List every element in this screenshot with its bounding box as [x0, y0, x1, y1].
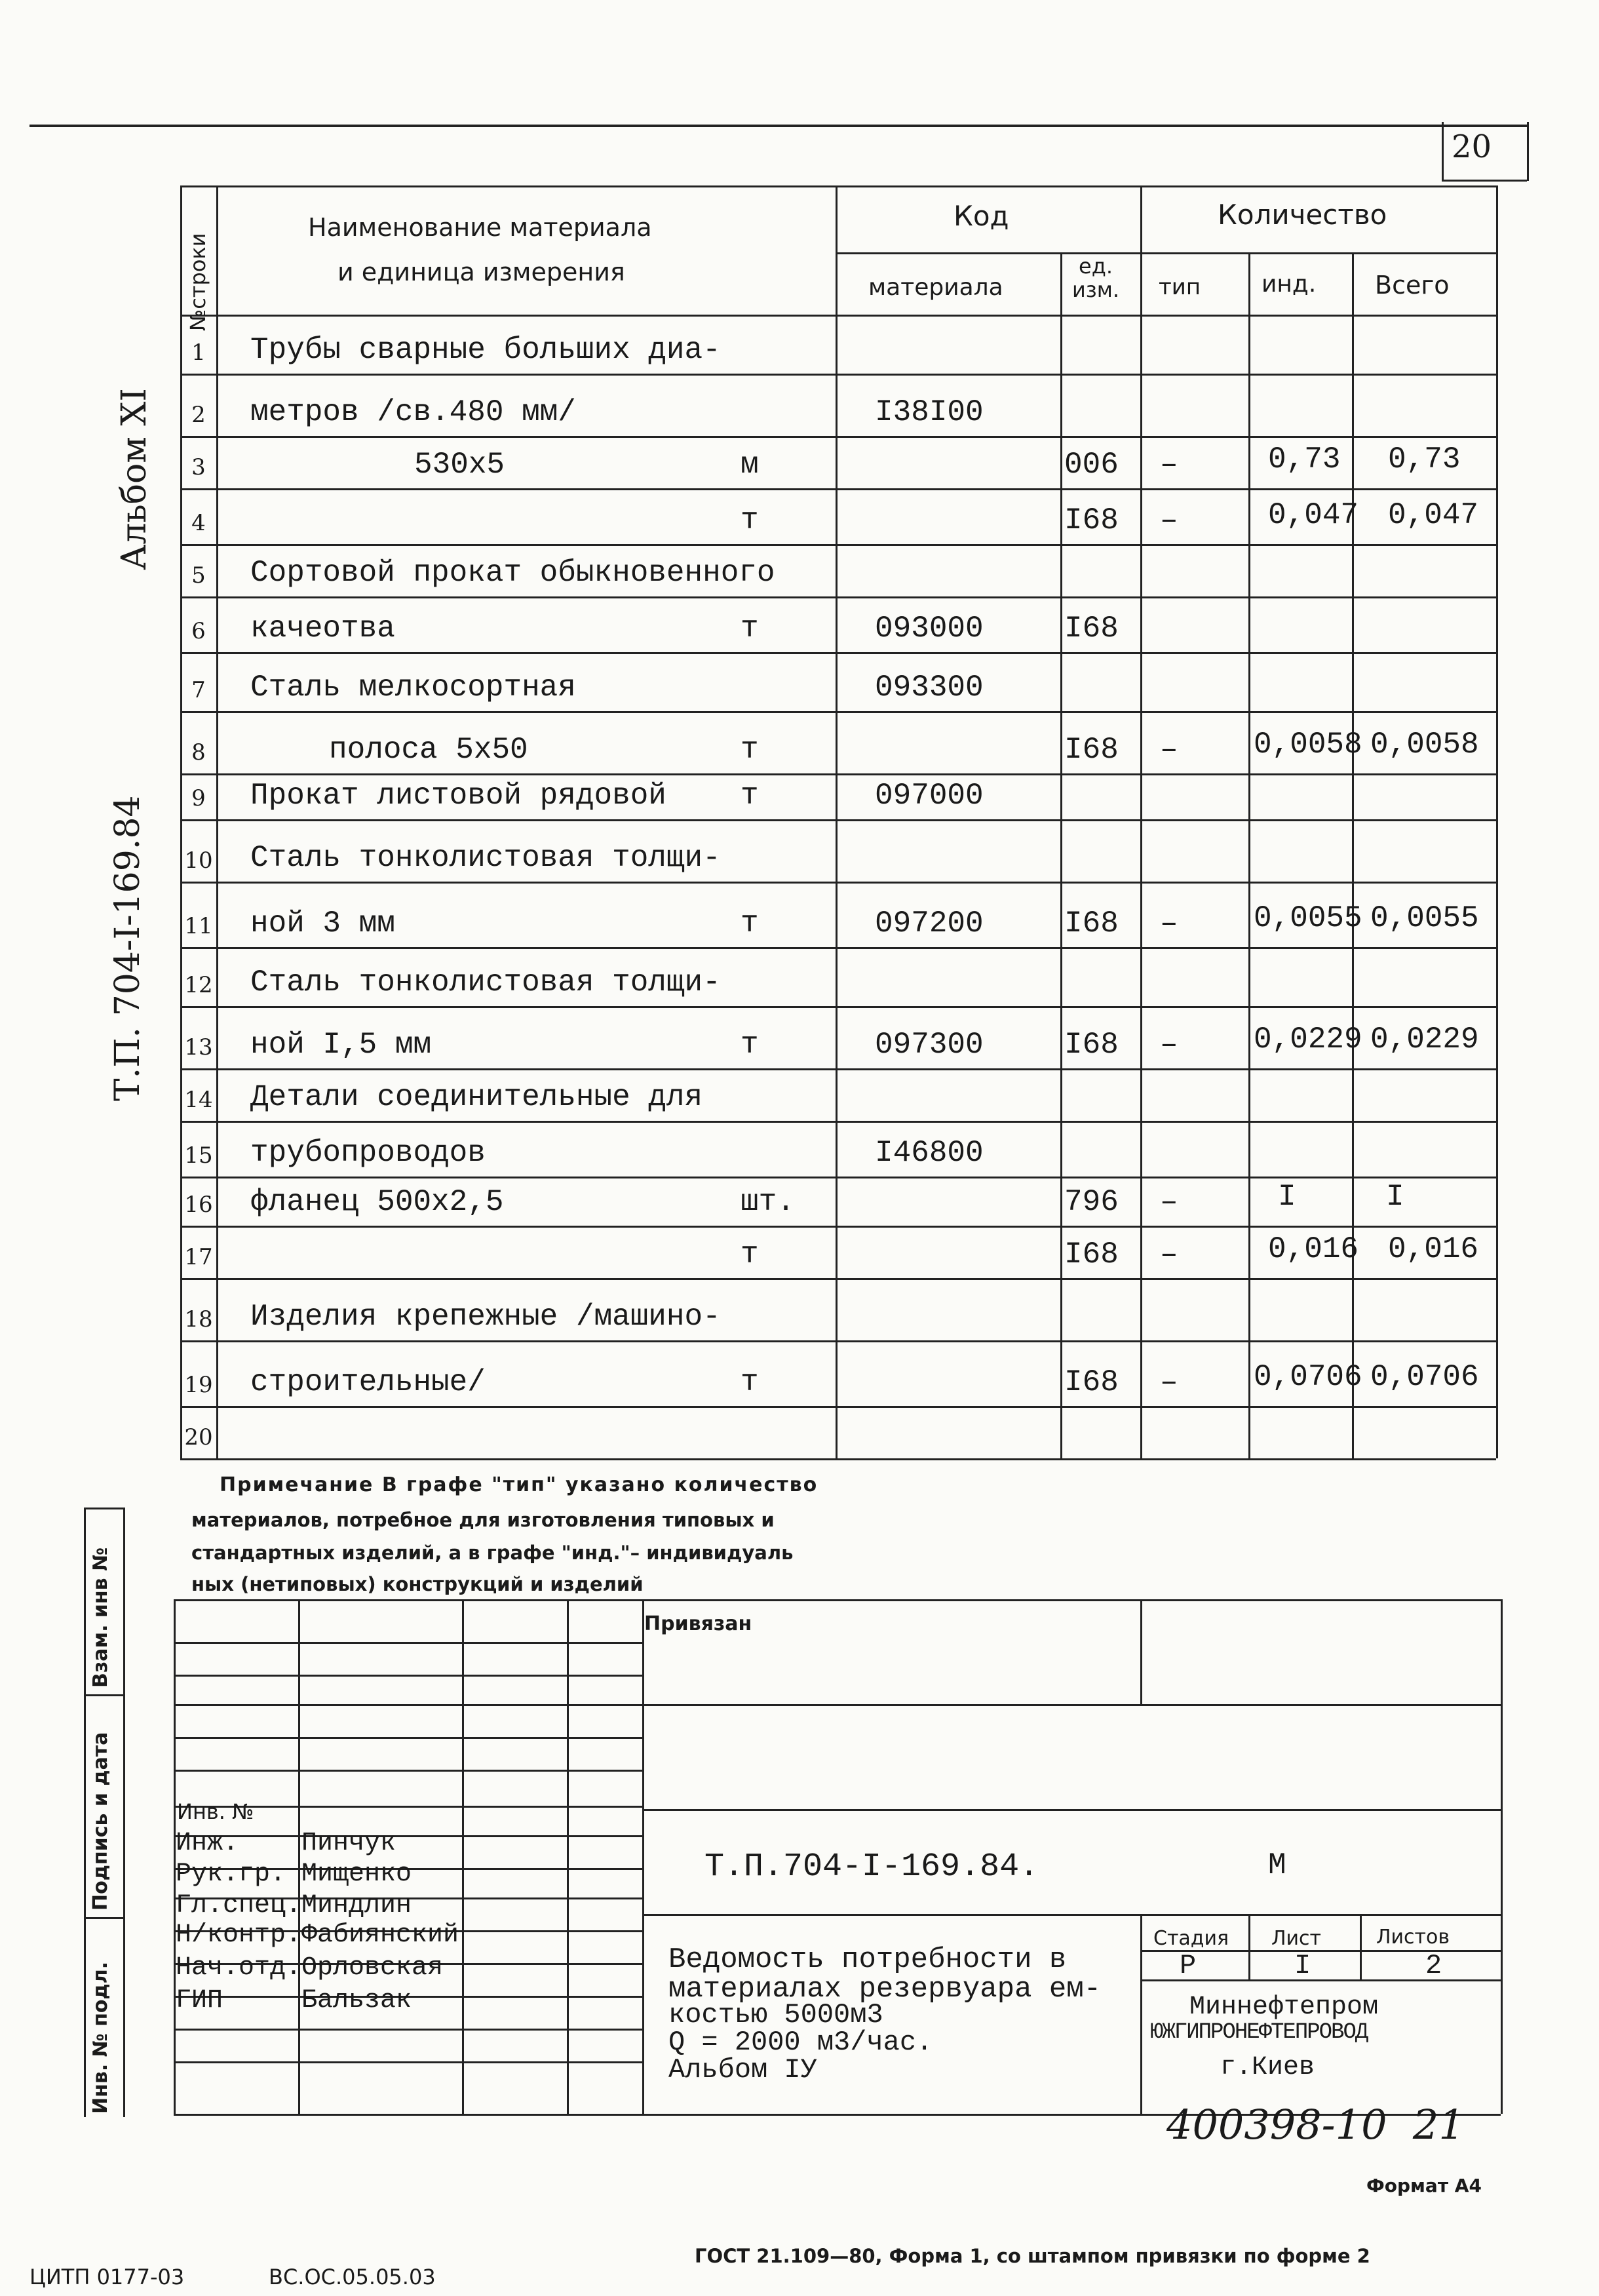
table-row-name: фланец 500х2,5 [250, 1185, 504, 1219]
table-row-unit: шт. [741, 1185, 795, 1219]
frame-top-line [29, 125, 1527, 127]
table-row-material-code: 097000 [875, 779, 984, 813]
table-row-number: 6 [191, 618, 206, 644]
table-row-name: трубопроводов [250, 1136, 486, 1170]
col-line-code [1060, 252, 1062, 1458]
row-line [180, 1340, 1496, 1342]
stamp-stage-label: Стадия [1153, 1927, 1229, 1950]
table-row-number: 2 [191, 402, 206, 428]
row-line [180, 1006, 1496, 1008]
stamp-title-line4: Q = 2000 м3/час. [668, 2027, 933, 2058]
table-row-number: 14 [184, 1087, 213, 1113]
signer-role: ГИП [176, 1986, 223, 2015]
stamp-privyazan-bottom [642, 1704, 1501, 1706]
table-row-qty-ind: I [1278, 1180, 1296, 1214]
table-row-name: 530х5 [414, 448, 505, 482]
table-row-material-code: 093300 [875, 671, 984, 705]
note-line-3: стандартных изделий, а в графе "инд."– индивидуаль [191, 1542, 794, 1564]
table-row-number: 16 [184, 1192, 213, 1218]
left-strip-inv-orig: Инв. № подл. [89, 1961, 112, 2114]
stamp-privyazan: Привязан [644, 1612, 752, 1635]
signer-role: Нач.отд. [176, 1953, 302, 1983]
format-label: Формат А4 [1366, 2175, 1482, 2196]
stamp-mid-line [642, 1809, 1501, 1811]
stamp-signer-row-line [174, 1835, 642, 1837]
table-row-number: 15 [184, 1142, 213, 1169]
header-code-material: материала [868, 274, 1003, 301]
stamp-title-line5: Альбом IУ [668, 2054, 817, 2086]
table-row-name: качеотва [250, 612, 395, 646]
table-row-unit-code: I68 [1064, 906, 1119, 941]
stamp-mark: М [1268, 1848, 1286, 1882]
table-row-qty-type: – [1160, 1028, 1178, 1062]
row-line [180, 1278, 1496, 1280]
table-row-qty-ind: 0,0229 [1254, 1022, 1362, 1057]
page-number-box-left [1442, 122, 1444, 181]
table-row-unit: т [741, 612, 759, 646]
col-line-rownum [216, 185, 218, 1458]
header-code-unit: ед. изм. [1071, 254, 1120, 302]
table-row-qty-ind: 0,0706 [1254, 1360, 1362, 1394]
table-row-unit-code: I68 [1064, 1365, 1119, 1399]
signer-name: Фабиянский [301, 1920, 459, 1950]
table-row-number: 10 [184, 847, 213, 874]
row-line [180, 1226, 1496, 1228]
stamp-top-line [174, 1599, 1501, 1601]
table-row-material-code: I46800 [875, 1136, 984, 1170]
table-row-qty-ind: 0,0055 [1254, 901, 1362, 935]
signer-name: Пинчук [301, 1829, 396, 1858]
table-row-number: 5 [191, 562, 206, 589]
row-line [180, 1177, 1496, 1178]
col-line-type [1248, 252, 1250, 1458]
table-row-unit: т [741, 733, 759, 767]
table-row-name: Прокат листовой рядовой [250, 779, 666, 813]
stamp-sheet-label: Лист [1271, 1927, 1322, 1950]
row-line [180, 596, 1496, 598]
col-line-ind [1352, 252, 1354, 1458]
table-row-material-code: 097300 [875, 1028, 984, 1062]
table-row-number: 19 [184, 1372, 213, 1398]
stamp-sheet-right [1360, 1914, 1362, 1979]
left-strip-inv-vzam: Взам. инв № [89, 1547, 112, 1688]
stamp-org-line1: Миннефтепром [1189, 1993, 1379, 2022]
left-strip-signature-date: Подпись и дата [89, 1732, 112, 1911]
stamp-designation-bottom [642, 1914, 1501, 1916]
stamp-signer-row-line [174, 2061, 642, 2063]
stamp-stage-left [1140, 1914, 1142, 2114]
header-name-line1: Наименование материала [308, 213, 652, 242]
header-qty-ind: инд. [1262, 271, 1317, 298]
row-line [180, 374, 1496, 376]
stamp-sheets: 2 [1425, 1950, 1442, 1981]
table-row-qty-total: 0,016 [1388, 1232, 1479, 1266]
stamp-signer-row-line [174, 1770, 642, 1772]
table-row-material-code: 097200 [875, 906, 984, 941]
row-line [180, 947, 1496, 949]
header-quantity: Количество [1218, 199, 1387, 231]
signer-name: Мищенко [301, 1859, 412, 1889]
table-row-qty-total: 0,047 [1388, 498, 1479, 532]
table-row-number: 8 [191, 739, 206, 766]
table-row-unit-code: 006 [1064, 448, 1119, 482]
col-line-right [1496, 185, 1498, 1458]
table-row-unit: т [741, 906, 759, 941]
table-row-unit: т [741, 779, 759, 813]
table-row-name: Сталь тонколистовая толщи- [250, 841, 721, 875]
row-line [180, 544, 1496, 546]
table-row-number: 13 [184, 1034, 213, 1060]
row-line [180, 882, 1496, 884]
table-row-number: 7 [191, 677, 206, 703]
stamp-title-line3: костью 5000м3 [668, 1999, 883, 2031]
table-row-qty-ind: 0,73 [1268, 442, 1341, 477]
header-code: Код [954, 200, 1009, 232]
stamp-sheet: I [1294, 1950, 1311, 1981]
stamp-right-line [1501, 1599, 1503, 2114]
signer-name: Орловская [301, 1953, 444, 1983]
table-row-name: ной 3 мм [250, 906, 395, 941]
table-row-unit: т [741, 1028, 759, 1062]
signer-name: Бальзак [301, 1986, 412, 2015]
table-row-qty-type: – [1160, 1365, 1178, 1399]
table-row-name: Детали соединительные для [250, 1080, 703, 1114]
left-strip-outer [84, 1508, 86, 2117]
note-line-1: Примечание В графе "тип" указано количество [220, 1473, 819, 1496]
stamp-stage: Р [1180, 1950, 1197, 1981]
table-row-unit: м [741, 448, 759, 482]
table-row-name: строительные/ [250, 1365, 486, 1399]
stamp-title-line1: Ведомость потребности в [668, 1943, 1067, 1976]
note-line-2: материалов, потребное для изготовления типовых и [191, 1509, 775, 1531]
row-line [180, 652, 1496, 654]
row-line [180, 488, 1496, 490]
table-row-number: 4 [191, 510, 206, 536]
header-qty-type: тип [1159, 274, 1201, 300]
table-row-number: 1 [191, 340, 206, 366]
table-row-name: Трубы сварные больших диа- [250, 333, 721, 367]
col-line-unit [1140, 185, 1142, 1458]
table-row-unit: т [741, 503, 759, 537]
table-row-qty-total: 0,0229 [1370, 1022, 1479, 1057]
left-strip-divider-1 [84, 1694, 123, 1696]
stamp-signer-row-line [174, 1675, 642, 1677]
stamp-col-date [642, 1599, 644, 2114]
table-row-qty-type: – [1160, 1185, 1178, 1219]
stamp-sheets-label: Листов [1376, 1926, 1450, 1949]
table-row-number: 20 [184, 1424, 213, 1450]
table-row-number: 3 [191, 454, 206, 480]
signer-role: Гл.спец. [176, 1891, 302, 1920]
stamp-inv-no: Инв. № [177, 1799, 254, 1824]
header-row-number: №строки [185, 233, 210, 331]
signer-role: Инж. [176, 1829, 239, 1858]
stamp-signer-row-line [174, 2029, 642, 2031]
header-name-line2: и единица измерения [337, 258, 625, 286]
table-row-qty-total: 0,0058 [1370, 728, 1479, 762]
table-row-name: Сортовой прокат обыкновенного [250, 556, 775, 590]
table-row-name: метров /св.480 мм/ [250, 395, 576, 429]
header-mid-line [836, 252, 1496, 254]
header-qty-total: Всего [1375, 271, 1450, 300]
table-row-qty-type: – [1160, 906, 1178, 941]
stamp-privyazan-divider [1140, 1599, 1142, 1704]
page-number-box-right [1527, 122, 1529, 181]
row-line [180, 711, 1496, 713]
table-bottom-line [180, 1458, 1496, 1460]
table-row-number: 12 [184, 972, 213, 998]
table-row-qty-type: – [1160, 1237, 1178, 1272]
table-top-line [180, 185, 1496, 187]
stamp-signer-row-line [174, 1704, 642, 1706]
note-line-4: ных (нетиповых) конструкций и изделий [191, 1573, 644, 1595]
stamp-org-line2: ЮЖГИПРОНЕФТЕПРОВОД [1150, 2020, 1368, 2045]
table-row-unit-code: I68 [1064, 503, 1119, 537]
stamp-org-line3: г.Киев [1220, 2053, 1315, 2082]
col-line-name [836, 185, 838, 1458]
table-row-unit-code: I68 [1064, 733, 1119, 767]
table-row-name: Сталь тонколистовая толщи- [250, 965, 721, 1000]
table-row-qty-ind: 0,047 [1268, 498, 1359, 532]
page-number: 20 [1452, 128, 1492, 165]
table-row-unit-code: I68 [1064, 1237, 1119, 1272]
row-line [180, 819, 1496, 821]
signer-name: Миндлин [301, 1891, 412, 1920]
table-row-number: 18 [184, 1306, 213, 1333]
table-row-qty-type: – [1160, 733, 1178, 767]
stamp-designation: Т.П.704-I-169.84. [704, 1848, 1039, 1886]
table-row-unit: т [741, 1365, 759, 1399]
stamp-stage-right [1248, 1914, 1250, 1979]
footer-right: ГОСТ 21.109—80, Форма 1, со штампом привязки по форме 2 [695, 2245, 1370, 2267]
row-line [180, 1406, 1496, 1408]
row-line [180, 773, 1496, 775]
stamp-title-line2: материалах резервуара ем- [668, 1973, 1102, 2006]
table-row-unit-code: 796 [1064, 1185, 1119, 1219]
handwritten-archive-number: 400398-10 21 [1166, 2101, 1465, 2149]
table-row-qty-total: I [1386, 1180, 1404, 1214]
left-strip-top [84, 1508, 123, 1509]
header-bottom-line [180, 315, 1496, 317]
table-row-qty-type: – [1160, 503, 1178, 537]
table-row-material-code: I38I00 [875, 395, 984, 429]
table-row-name: Сталь мелкосортная [250, 671, 576, 705]
table-row-qty-total: 0,0706 [1370, 1360, 1479, 1394]
stamp-signer-row-line [174, 1737, 642, 1739]
table-row-unit-code: I68 [1064, 1028, 1119, 1062]
footer-left: ЦИТП 0177-03 [29, 2265, 185, 2289]
side-doc-code: Т.П. 704-I-169.84 [108, 795, 147, 1101]
table-row-material-code: 093000 [875, 612, 984, 646]
stamp-signer-row-line [174, 1642, 642, 1644]
table-row-qty-type: – [1160, 448, 1178, 482]
signer-role: Рук.гр. [176, 1859, 286, 1889]
row-line [180, 1068, 1496, 1070]
table-row-qty-total: 0,0055 [1370, 901, 1479, 935]
left-strip-inner [123, 1508, 125, 2117]
table-row-name: ной I,5 мм [250, 1028, 432, 1062]
left-strip-divider-2 [84, 1917, 123, 1919]
table-row-name: Изделия крепежные /машино- [250, 1300, 721, 1334]
table-row-qty-total: 0,73 [1388, 442, 1461, 477]
table-row-unit: т [741, 1237, 759, 1272]
table-row-number: 11 [184, 913, 213, 939]
table-row-number: 9 [191, 785, 206, 811]
signer-role: Н/контр. [176, 1920, 302, 1950]
row-line [180, 436, 1496, 438]
album-label: Альбом XI [115, 388, 154, 570]
table-row-qty-ind: 0,0058 [1254, 728, 1362, 762]
footer-mid: ВС.ОС.05.05.03 [269, 2265, 436, 2289]
table-row-unit-code: I68 [1064, 612, 1119, 646]
table-row-number: 17 [184, 1244, 213, 1270]
table-row-qty-ind: 0,016 [1268, 1232, 1359, 1266]
table-row-name: полоса 5х50 [329, 733, 528, 767]
page-number-box-bottom [1442, 180, 1527, 182]
row-line [180, 1121, 1496, 1123]
